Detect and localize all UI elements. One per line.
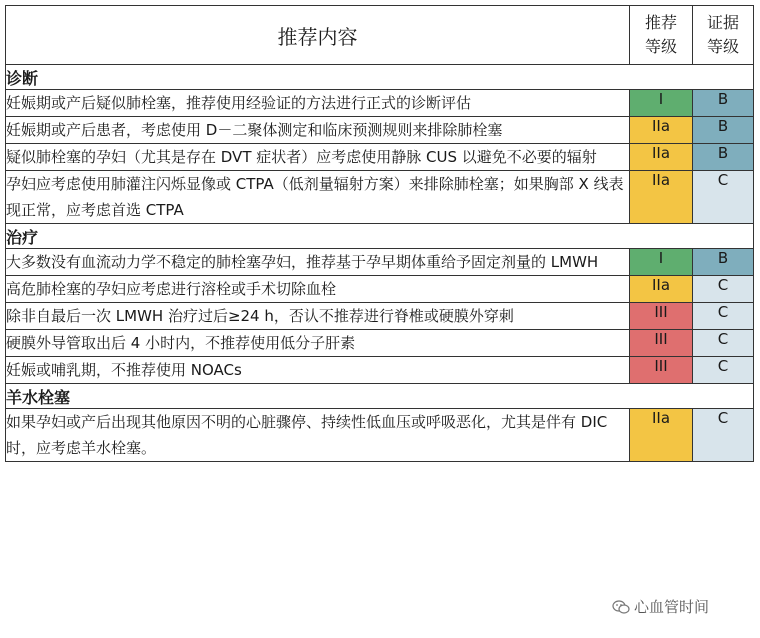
section-row-amniotic	[6, 384, 754, 409]
row-class: III	[630, 303, 693, 330]
row-level: B	[693, 117, 754, 144]
row-class: I	[630, 249, 693, 276]
section-row-diagnosis	[6, 65, 754, 90]
table-row	[6, 171, 754, 224]
table-row	[6, 117, 754, 144]
row-level: B	[693, 249, 754, 276]
section-row-treatment	[6, 224, 754, 249]
header-level-line2: 等级	[706, 37, 739, 56]
section-title-amniotic: 羊水栓塞	[6, 384, 754, 409]
section-title-diagnosis: 诊断	[6, 65, 754, 90]
table-row	[6, 276, 754, 303]
row-level: B	[693, 144, 754, 171]
header-level-line1: 证据	[706, 13, 739, 32]
row-class: III	[630, 357, 693, 384]
row-class: IIa	[630, 117, 693, 144]
section-title-treatment: 治疗	[6, 224, 754, 249]
row-text: 大多数没有血流动力学不稳定的肺栓塞孕妇，推荐基于孕早期体重给予固定剂量的 LMWH	[6, 249, 630, 276]
row-text: 高危肺栓塞的孕妇应考虑进行溶栓或手术切除血栓	[6, 276, 630, 303]
row-class: III	[630, 330, 693, 357]
row-level: C	[693, 171, 754, 224]
table-row	[6, 249, 754, 276]
table-row	[6, 357, 754, 384]
recommendation-table	[5, 5, 754, 462]
row-text: 疑似肺栓塞的孕妇（尤其是存在 DVT 症状者）应考虑使用静脉 CUS 以避免不必要的辐射	[6, 144, 630, 171]
wechat-icon	[612, 600, 630, 614]
row-class: IIa	[630, 409, 693, 462]
row-text: 硬膜外导管取出后 4 小时内，不推荐使用低分子肝素	[6, 330, 630, 357]
header-content: 推荐内容	[6, 6, 630, 65]
header-class	[630, 6, 693, 65]
table-row	[6, 144, 754, 171]
watermark	[612, 596, 709, 617]
header-class-line1: 推荐	[644, 13, 677, 32]
watermark-text: 心血管时间	[634, 598, 710, 616]
row-level: C	[693, 409, 754, 462]
row-text: 妊娠或哺乳期，不推荐使用 NOACs	[6, 357, 630, 384]
row-level: C	[693, 357, 754, 384]
row-class: IIa	[630, 171, 693, 224]
row-text: 孕妇应考虑使用肺灌注闪烁显像或 CTPA（低剂量辐射方案）来排除肺栓塞；如果胸部 X 线表现正常，应考虑首选 CTPA	[6, 171, 630, 224]
row-class: I	[630, 90, 693, 117]
row-level: C	[693, 330, 754, 357]
row-text: 妊娠期或产后疑似肺栓塞，推荐使用经验证的方法进行正式的诊断评估	[6, 90, 630, 117]
table-row	[6, 303, 754, 330]
table-row	[6, 330, 754, 357]
row-level: C	[693, 303, 754, 330]
header-class-line2: 等级	[644, 37, 677, 56]
row-text: 妊娠期或产后患者，考虑使用 D－二聚体测定和临床预测规则来排除肺栓塞	[6, 117, 630, 144]
table-row	[6, 409, 754, 462]
row-class: IIa	[630, 276, 693, 303]
table-header-row	[6, 6, 754, 65]
header-level	[693, 6, 754, 65]
row-class: IIa	[630, 144, 693, 171]
row-text: 如果孕妇或产后出现其他原因不明的心脏骤停、持续性低血压或呼吸恶化，尤其是伴有 DIC 时，应考虑羊水栓塞。	[6, 409, 630, 462]
row-level: B	[693, 90, 754, 117]
table-row	[6, 90, 754, 117]
row-level: C	[693, 276, 754, 303]
row-text: 除非自最后一次 LMWH 治疗过后≥24 h，否认不推荐进行脊椎或硬膜外穿刺	[6, 303, 630, 330]
